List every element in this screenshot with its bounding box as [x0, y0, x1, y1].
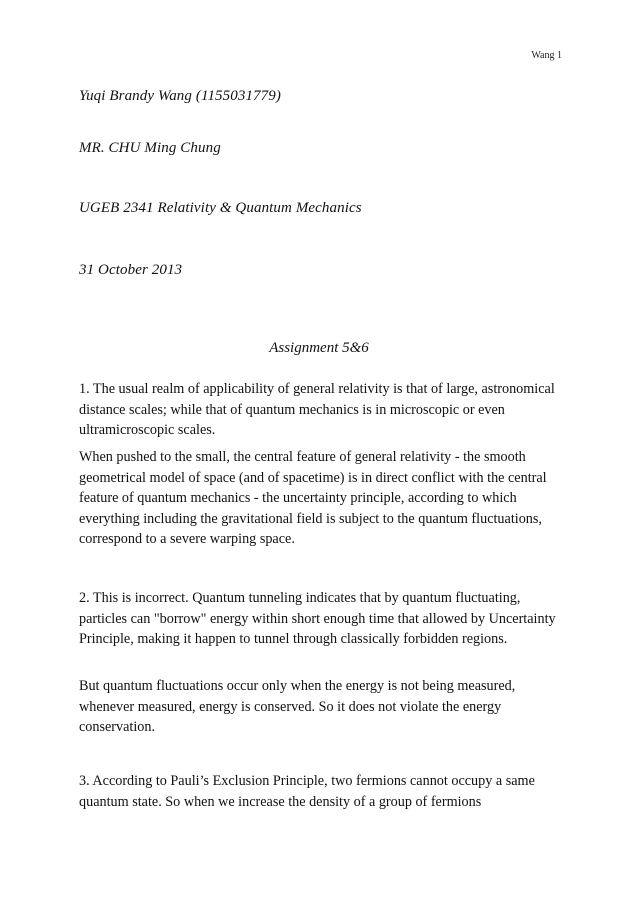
paragraph-3: 2. This is incorrect. Quantum tunneling indicates that by quantum fluctuating, particles can "borrow" energy within short enough time that allowed by Uncertainty Principle, making it happen to tunnel through classically forbidden regions. — [79, 590, 556, 647]
document-title: Assignment 5&6 — [269, 340, 369, 356]
date-line: 31 October 2013 — [79, 262, 183, 278]
course-line: UGEB 2341 Relativity & Quantum Mechanics — [79, 200, 362, 216]
paragraph-2: When pushed to the small, the central feature of general relativity - the smooth geometrical model of space (and of spacetime) is in direct conflict with the central feature of quantum mechanics - the uncertainty principle, according to which everything including the gravitational field is subject to the quantum fluctuations, correspond to a severe warping space. — [79, 449, 547, 547]
running-head: Wang 1 — [531, 50, 562, 61]
paragraph-5: 3. According to Pauli’s Exclusion Principle, two fermions cannot occupy a same quantum state. So when we increase the density of a group of fermions — [79, 773, 535, 810]
author-line: Yuqi Brandy Wang (1155031779) — [79, 88, 281, 104]
instructor-line: MR. CHU Ming Chung — [79, 140, 221, 156]
paragraph-4: But quantum fluctuations occur only when the energy is not being measured, whenever measured, energy is conserved. So it does not violate the energy conservation. — [79, 678, 516, 735]
paragraph-1: 1. The usual realm of applicability of general relativity is that of large, astronomical distance scales; while that of quantum mechanics is in microscopic or even ultramicroscopic scales. — [79, 381, 555, 438]
